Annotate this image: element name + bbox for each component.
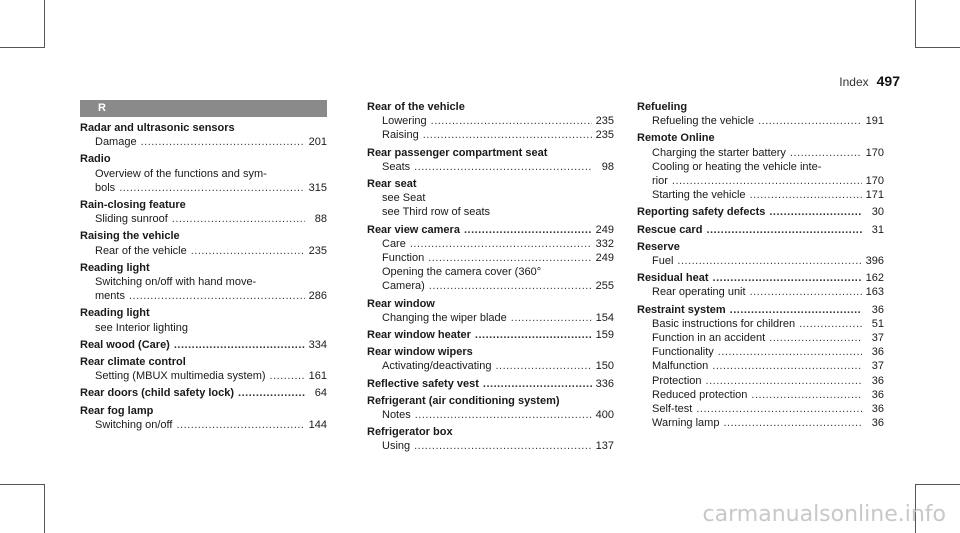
index-term: Rain-closing feature bbox=[80, 199, 186, 212]
index-term: Rear fog lamp bbox=[80, 404, 154, 417]
index-subentry[interactable]: rior ..... 170 bbox=[637, 174, 884, 188]
index-subentry[interactable]: Warning lamp ..... 36 bbox=[637, 416, 884, 430]
header-label: Index bbox=[839, 75, 869, 89]
index-term[interactable]: Reflective safety vest ..... 336 bbox=[367, 377, 614, 391]
index-column-2 bbox=[367, 100, 614, 454]
crop-mark bbox=[0, 47, 45, 48]
index-subentry: Opening the camera cover (360° bbox=[382, 266, 542, 279]
index-subentry[interactable]: Changing the wiper blade ..... 154 bbox=[367, 311, 614, 325]
index-subentry: Cooling or heating the vehicle inte- bbox=[652, 160, 822, 173]
index-subentry[interactable]: Notes ..... 400 bbox=[367, 408, 614, 422]
index-cross-reference[interactable]: see Seat bbox=[382, 192, 426, 205]
index-subentry[interactable]: Using ..... 137 bbox=[367, 439, 614, 453]
index-subentry[interactable]: Function ..... 249 bbox=[367, 251, 614, 265]
index-subentry[interactable]: Activating/deactivating ..... 150 bbox=[367, 359, 614, 373]
index-subentry[interactable]: Seats ..... 98 bbox=[367, 160, 614, 174]
section-letter-bar: R bbox=[80, 100, 327, 117]
index-term: Rear of the vehicle bbox=[367, 101, 465, 113]
index-term: Rear window bbox=[367, 297, 435, 310]
index-subentry[interactable]: ments ..... 286 bbox=[80, 289, 327, 303]
watermark: carmanualsonline.info bbox=[702, 502, 946, 527]
index-subentry[interactable]: Reduced protection ..... 36 bbox=[637, 388, 884, 402]
index-subentry[interactable]: Fuel ..... 396 bbox=[637, 254, 884, 268]
index-subentry[interactable]: Malfunction ..... 37 bbox=[637, 359, 884, 373]
index-term: Raising the vehicle bbox=[80, 230, 180, 243]
index-term: Reserve bbox=[637, 240, 680, 253]
index-subentry[interactable]: Damage ..... 201 bbox=[80, 135, 327, 149]
index-subentry[interactable]: Starting the vehicle ..... 171 bbox=[637, 188, 884, 202]
index-term: Remote Online bbox=[637, 132, 715, 145]
crop-mark bbox=[44, 484, 45, 533]
index-subentry[interactable]: Setting (MBUX multimedia system) ..... 161 bbox=[80, 369, 327, 383]
index-term: Rear climate control bbox=[80, 356, 186, 369]
index-term[interactable]: Restraint system ..... 36 bbox=[637, 303, 884, 317]
index-term: Rear passenger compartment seat bbox=[367, 146, 548, 159]
index-subentry[interactable]: Rear of the vehicle ..... 235 bbox=[80, 244, 327, 258]
index-subentry[interactable]: Lowering ..... 235 bbox=[367, 114, 614, 128]
index-term: Reading light bbox=[80, 307, 150, 320]
index-term: Refrigerant (air conditioning system) bbox=[367, 394, 560, 407]
index-subentry[interactable]: bols ..... 315 bbox=[80, 181, 327, 195]
index-term: Rear window wipers bbox=[367, 346, 473, 359]
crop-mark bbox=[915, 47, 960, 48]
index-subentry[interactable]: Rear operating unit ..... 163 bbox=[637, 285, 884, 299]
index-term[interactable]: Rescue card ..... 31 bbox=[637, 223, 884, 237]
index-column-3 bbox=[637, 100, 884, 430]
index-term: Reading light bbox=[80, 261, 150, 274]
index-term[interactable]: Residual heat ..... 162 bbox=[637, 271, 884, 285]
index-subentry[interactable]: Refueling the vehicle ..... 191 bbox=[637, 114, 884, 128]
index-cross-reference[interactable]: see Third row of seats bbox=[382, 206, 491, 219]
index-cross-reference[interactable]: see Interior lighting bbox=[95, 321, 188, 334]
index-subentry[interactable]: Basic instructions for children ..... 51 bbox=[637, 317, 884, 331]
index-term: Radio bbox=[80, 153, 111, 166]
crop-mark bbox=[44, 0, 45, 48]
index-subentry[interactable]: Functionality ..... 36 bbox=[637, 345, 884, 359]
index-subentry[interactable]: Self-test ..... 36 bbox=[637, 402, 884, 416]
index-term[interactable]: Rear doors (child safety lock) ..... 64 bbox=[80, 386, 327, 400]
crop-mark bbox=[915, 0, 916, 48]
index-subentry[interactable]: Charging the starter battery ..... 170 bbox=[637, 146, 884, 160]
crop-mark bbox=[915, 484, 960, 485]
index-subentry[interactable]: Protection ..... 36 bbox=[637, 374, 884, 388]
index-term[interactable]: Rear window heater ..... 159 bbox=[367, 328, 614, 342]
index-subentry: Switching on/off with hand move- bbox=[95, 276, 257, 289]
index-term: Refrigerator box bbox=[367, 426, 453, 439]
index-subentry: Overview of the functions and sym- bbox=[95, 167, 267, 180]
index-term[interactable]: Real wood (Care) ..... 334 bbox=[80, 338, 327, 352]
index-subentry[interactable]: Sliding sunroof ..... 88 bbox=[80, 212, 327, 226]
index-term: Rear seat bbox=[367, 178, 417, 191]
index-subentry[interactable]: Camera) ..... 255 bbox=[367, 279, 614, 293]
page-header bbox=[839, 73, 900, 89]
index-term: Refueling bbox=[637, 101, 688, 113]
index-subentry[interactable]: Switching on/off ..... 144 bbox=[80, 418, 327, 432]
index-term[interactable]: Rear view camera ..... 249 bbox=[367, 223, 614, 237]
index-subentry[interactable]: Function in an accident ..... 37 bbox=[637, 331, 884, 345]
index-subentry[interactable]: Care ..... 332 bbox=[367, 237, 614, 251]
index-term[interactable]: Reporting safety defects ..... 30 bbox=[637, 205, 884, 219]
index-column-1 bbox=[80, 100, 327, 432]
page-number: 497 bbox=[876, 73, 900, 89]
index-term: Radar and ultrasonic sensors bbox=[80, 122, 235, 134]
index-subentry[interactable]: Raising ..... 235 bbox=[367, 128, 614, 142]
crop-mark bbox=[0, 484, 45, 485]
